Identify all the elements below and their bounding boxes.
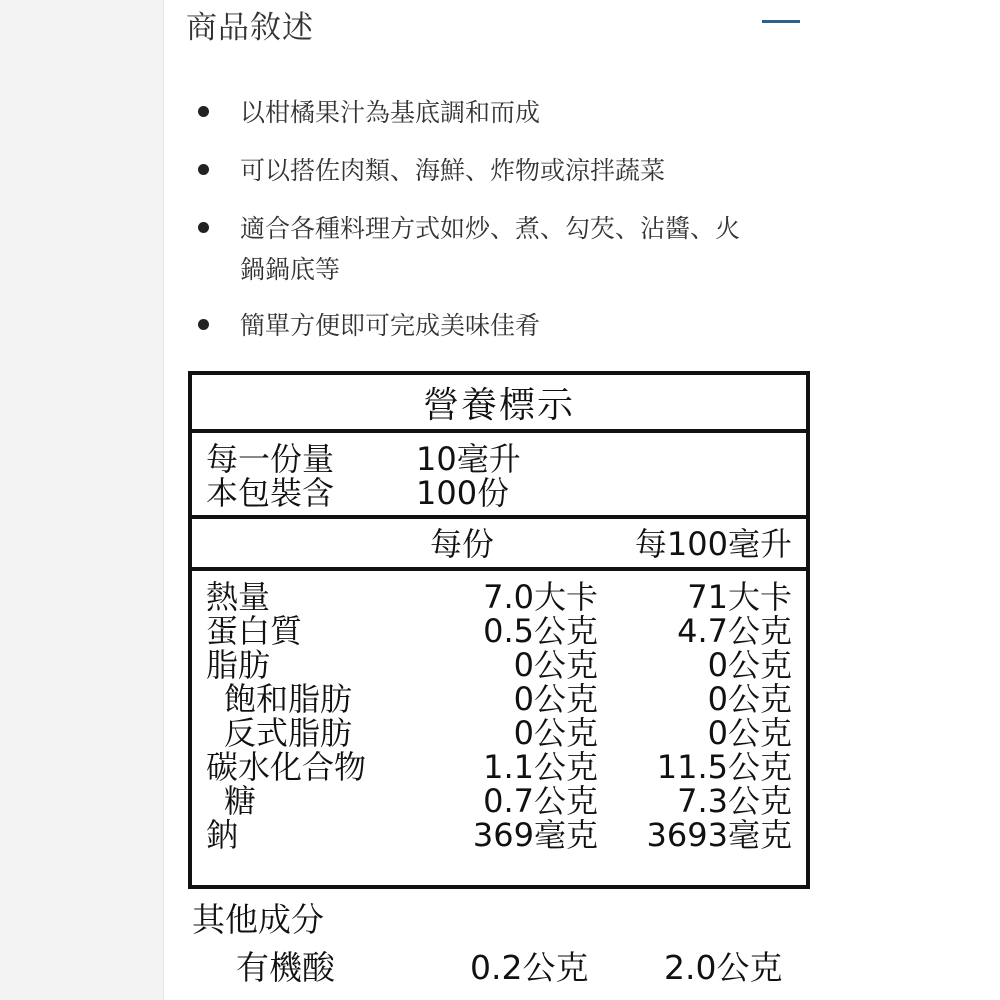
serving-size-label: 每一份量 — [206, 440, 335, 478]
nutrient-value-per-100ml: 4.7公克 — [677, 612, 792, 650]
divider — [192, 567, 806, 571]
list-item — [198, 208, 740, 290]
nutrient-label: 熱量 — [206, 578, 271, 616]
nutrient-value-per-serving: 0公克 — [513, 714, 598, 752]
nutrient-label: 碳水化合物 — [206, 748, 367, 786]
section-title: 商品敘述 — [186, 10, 314, 46]
list-item: 可以搭佐肉類、海鮮、炸物或涼拌蔬菜 — [198, 150, 665, 191]
other-ingredient-label: 有機酸 — [236, 948, 335, 987]
list-item-text: 適合各種料理方式如炒、煮、勾芡、沾醬、火鍋鍋底等 — [240, 214, 741, 284]
divider — [192, 515, 806, 519]
other-ingredient-per-serving: 0.2公克 — [470, 948, 589, 987]
nutrient-value-per-serving: 369毫克 — [472, 816, 598, 854]
nutrient-value-per-serving: 0.5公克 — [483, 612, 598, 650]
nutrient-value-per-100ml: 7.3公克 — [677, 782, 792, 820]
nutrient-label: 糖 — [224, 782, 257, 820]
other-ingredients-title: 其他成分 — [192, 900, 324, 939]
column-header-per-100ml: 每100毫升 — [634, 525, 792, 563]
nutrient-value-per-100ml: 0公克 — [707, 646, 792, 684]
column-header-per-serving: 每份 — [430, 525, 495, 563]
servings-per-package-label: 本包裝含 — [206, 474, 335, 512]
list-item: 簡單方便即可完成美味佳肴 — [198, 305, 540, 346]
nutrient-value-per-serving: 0公克 — [513, 680, 598, 718]
nutrient-value-per-serving: 7.0大卡 — [483, 578, 598, 616]
other-ingredient-per-100ml: 2.0公克 — [664, 948, 783, 987]
list-item: 以柑橘果汁為基底調和而成 — [198, 92, 540, 133]
collapse-minus-icon[interactable] — [762, 20, 800, 23]
servings-per-package-value: 100份 — [416, 474, 510, 512]
nutrient-value-per-100ml: 11.5公克 — [656, 748, 792, 786]
nutrient-label: 鈉 — [206, 816, 239, 854]
serving-size-value: 10毫升 — [416, 440, 521, 478]
nutrition-title: 營養標示 — [422, 385, 575, 426]
nutrition-label — [188, 371, 810, 889]
nutrient-value-per-100ml: 0公克 — [707, 714, 792, 752]
nutrient-value-per-100ml: 0公克 — [707, 680, 792, 718]
nutrient-value-per-100ml: 71大卡 — [687, 578, 792, 616]
nutrient-label: 脂肪 — [206, 646, 271, 684]
divider — [192, 429, 806, 433]
nutrient-value-per-serving: 0.7公克 — [483, 782, 598, 820]
nutrient-value-per-serving: 1.1公克 — [483, 748, 598, 786]
nutrient-label: 蛋白質 — [206, 612, 303, 650]
nutrient-label: 反式脂肪 — [224, 714, 353, 752]
nutrient-value-per-serving: 0公克 — [513, 646, 598, 684]
nutrient-value-per-100ml: 3693毫克 — [646, 816, 792, 854]
nutrient-label: 飽和脂肪 — [224, 680, 353, 718]
